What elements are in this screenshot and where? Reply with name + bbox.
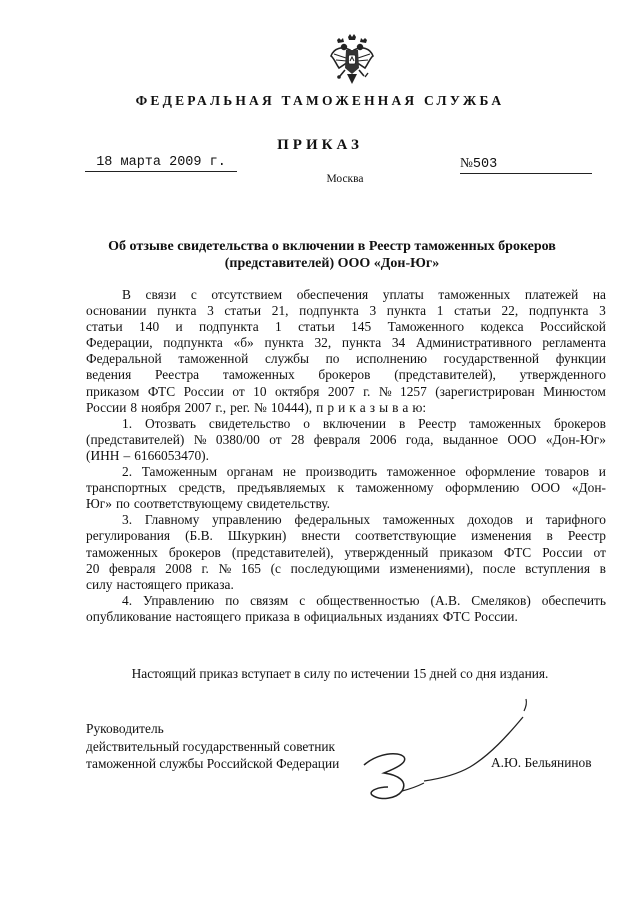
- body-word: 140: [139, 319, 160, 335]
- body-word: и: [525, 512, 533, 528]
- body-word: настоящего: [175, 608, 242, 624]
- body-word: пункта: [264, 335, 304, 351]
- body-word: отсутствием: [211, 287, 283, 302]
- body-word: таможенных: [382, 512, 455, 528]
- body-word: статьи: [224, 303, 262, 319]
- body-word: Смеляков): [471, 592, 531, 608]
- body-word: ю:: [412, 399, 427, 415]
- body-word: а: [402, 399, 409, 415]
- body-word: оформлению: [445, 480, 520, 496]
- body-word: официальных: [303, 608, 383, 624]
- body-word: России: [542, 544, 583, 560]
- body-word: 2007: [327, 383, 355, 399]
- body-word: 3.: [122, 512, 133, 528]
- body-word: (ИНН: [86, 447, 120, 463]
- body-word: г.: [363, 383, 371, 399]
- body-word: 6166053470).: [134, 447, 209, 463]
- body-line: [86, 561, 606, 577]
- body-word: от: [269, 431, 282, 447]
- body-word: России: [86, 399, 127, 415]
- body-word: платежей: [524, 287, 579, 302]
- body-line: [86, 400, 606, 416]
- document-heading: [100, 238, 564, 272]
- body-word: внести: [301, 528, 341, 544]
- body-word: (представителей): [86, 431, 185, 447]
- body-line: [86, 303, 606, 319]
- body-word: №: [378, 383, 392, 399]
- body-word: «Дон-Юг»: [545, 431, 606, 447]
- body-line: [86, 384, 606, 400]
- body-word: Реестра: [155, 367, 200, 383]
- body-word: 32,: [314, 335, 332, 351]
- body-word: утвержденного: [519, 367, 606, 383]
- body-word: Таможенным: [141, 464, 218, 480]
- body-word: Федеральной: [86, 351, 162, 367]
- body-word: приказа.: [185, 576, 234, 592]
- body-word: а: [359, 399, 366, 415]
- body-word: Федерации,: [86, 335, 153, 351]
- body-word: Юг»: [86, 496, 112, 512]
- body-word: ы: [379, 399, 389, 415]
- body-word: 3: [599, 303, 606, 319]
- body-word: (представителей),: [231, 544, 334, 560]
- body-word: 1257: [400, 383, 427, 399]
- body-word: (зарегистрирован: [435, 383, 535, 399]
- body-word: Реестр: [567, 528, 606, 544]
- body-word: Шкуркин): [227, 528, 287, 544]
- body-word: в: [398, 415, 406, 431]
- body-word: общественностью: [316, 592, 420, 608]
- body-word: подпункта: [299, 303, 359, 319]
- body-word: свидетельство: [208, 415, 291, 431]
- body-word: от: [232, 383, 245, 399]
- body-word: таможенному: [355, 480, 434, 496]
- body-word: статьи: [86, 319, 123, 335]
- body-line: [86, 593, 606, 609]
- body-word: октября: [274, 383, 320, 399]
- body-word: таможенных: [222, 367, 295, 383]
- body-word: п: [316, 399, 324, 415]
- body-word: р: [327, 399, 335, 415]
- body-word: по: [325, 351, 340, 367]
- body-word: к: [349, 399, 356, 415]
- body-word: –: [123, 447, 131, 463]
- body-word: февраля: [313, 431, 361, 447]
- body-word: 34: [391, 335, 406, 351]
- body-word: изменения: [471, 528, 532, 544]
- body-word: (Б.В.: [185, 528, 213, 544]
- body-word: производить: [305, 464, 378, 480]
- body-word: в: [546, 528, 553, 544]
- body-word: средств,: [178, 480, 226, 496]
- body-word: подпункта: [528, 303, 589, 319]
- body-word: Реестр: [418, 415, 457, 431]
- body-word: уплаты: [382, 287, 424, 302]
- body-line: [86, 577, 606, 593]
- body-word: функции: [555, 351, 606, 367]
- body-word: №: [254, 399, 267, 415]
- body-word: о: [303, 415, 310, 431]
- body-word: транспортных: [86, 480, 167, 496]
- body-word: 21,: [271, 303, 289, 319]
- body-line: [86, 512, 606, 528]
- body-word: с: [299, 592, 306, 608]
- body-word: брокеров: [168, 544, 221, 560]
- body-word: последующими: [290, 560, 380, 576]
- body-word: ФТС: [147, 383, 176, 399]
- body-word: 22,: [501, 303, 519, 319]
- body-line: [86, 480, 606, 496]
- body-line: [86, 432, 606, 448]
- body-word: В: [122, 287, 131, 302]
- body-word: Административного: [415, 335, 532, 351]
- body-line: [86, 367, 606, 383]
- body-word: доходов: [467, 512, 513, 528]
- body-word: к: [337, 480, 344, 496]
- handwritten-signature: [358, 695, 548, 805]
- order-number: [460, 155, 592, 174]
- body-word: Таможенного: [387, 319, 465, 335]
- body-word: России: [183, 383, 224, 399]
- body-word: статьи: [298, 319, 335, 335]
- body-word: февраля: [109, 560, 156, 576]
- body-word: рег.: [230, 399, 251, 415]
- body-word: федеральных: [294, 512, 371, 528]
- body-word: 4.: [122, 592, 133, 608]
- body-word: 145: [351, 319, 372, 335]
- body-word: от: [593, 544, 606, 560]
- body-word: изменениями),: [389, 560, 474, 576]
- body-word: изданиях: [386, 608, 439, 624]
- body-word: по: [115, 496, 130, 512]
- body-word: приказом: [86, 383, 140, 399]
- body-word: службы: [264, 351, 309, 367]
- number-value: 503: [472, 157, 498, 172]
- body-word: 1: [436, 303, 444, 319]
- position-line: таможенной службы Российской Федерации: [86, 756, 340, 771]
- body-word: управлению: [212, 512, 282, 528]
- body-word: выданное: [442, 431, 499, 447]
- body-word: 2.: [122, 464, 133, 480]
- city: Москва: [326, 173, 364, 185]
- body-word: №: [193, 431, 207, 447]
- body-word: оформление: [465, 464, 536, 480]
- body-word: 0380/00: [215, 431, 260, 447]
- body-line: [86, 609, 606, 625]
- body-word: 1: [275, 319, 282, 335]
- body-line: [86, 319, 606, 335]
- body-line: [86, 448, 606, 464]
- body-word: исполнению: [356, 351, 428, 367]
- body-word: обеспечить: [541, 592, 606, 608]
- body-word: Главному: [144, 512, 200, 528]
- body-word: приказом: [439, 544, 493, 560]
- body-word: 20: [86, 560, 100, 576]
- body-word: №: [218, 560, 232, 576]
- body-word: кодекса: [480, 319, 524, 335]
- heading-line: (представителей) ООО «Дон-Юг»: [224, 256, 440, 271]
- body-word: Управлению: [143, 592, 215, 608]
- body-word: силу: [86, 576, 113, 592]
- body-word: ФТС: [442, 608, 471, 624]
- body-line: [86, 545, 606, 561]
- body-word: ООО: [507, 431, 537, 447]
- body-word: настоящего: [116, 576, 182, 592]
- body-word: в: [392, 399, 399, 415]
- body-word: таможенных: [469, 415, 542, 431]
- body-word: таможенных: [438, 287, 511, 302]
- body-word: ООО: [531, 480, 561, 496]
- coat-of-arms-icon: [330, 34, 374, 86]
- body-word: обеспечения: [296, 287, 369, 302]
- document-body: [86, 287, 606, 625]
- body-word: таможенное: [386, 464, 456, 480]
- body-word: ФТС: [503, 544, 532, 560]
- body-word: «Дон-: [571, 480, 606, 496]
- position-line: действительный государственный советник: [86, 738, 336, 754]
- body-word: Отозвать: [144, 415, 196, 431]
- position-line: Руководитель: [86, 721, 164, 736]
- document-type: ПРИКАЗ: [277, 137, 363, 153]
- body-word: на: [592, 287, 606, 302]
- body-line: [86, 416, 606, 432]
- body-word: государственной: [443, 351, 540, 367]
- body-word: в: [293, 608, 300, 624]
- body-word: «б»: [233, 335, 254, 351]
- body-word: 2007: [184, 399, 212, 415]
- signer-name: А.Ю. Бельянинов: [491, 755, 592, 770]
- body-word: пункта: [341, 335, 382, 351]
- body-word: пункта: [386, 303, 427, 319]
- body-word: включении: [322, 415, 387, 431]
- body-word: г.,: [215, 399, 227, 415]
- body-word: связям: [250, 592, 289, 608]
- body-word: после: [482, 560, 516, 576]
- body-word: подпункта: [163, 335, 223, 351]
- body-word: 2008: [165, 560, 192, 576]
- body-word: ведения: [86, 367, 132, 383]
- body-word: предъявляемых: [237, 480, 326, 496]
- body-word: брокеров: [318, 367, 371, 383]
- body-word: вступления: [525, 560, 590, 576]
- effective-date-statement: Настоящий приказ вступает в силу по истечении 15 дней со дня издания.: [131, 666, 549, 681]
- body-line: [86, 464, 606, 480]
- body-word: по: [225, 592, 240, 608]
- body-word: года,: [405, 431, 434, 447]
- body-word: (с: [270, 560, 281, 576]
- body-word: 3: [207, 303, 214, 319]
- body-line: [86, 351, 606, 367]
- body-word: Российской: [539, 319, 606, 335]
- body-word: подпункта: [199, 319, 259, 335]
- body-word: 165: [240, 560, 261, 576]
- body-word: основании: [86, 303, 147, 319]
- body-word: 28: [290, 431, 305, 447]
- body-word: утвержденный: [344, 544, 429, 560]
- body-word: регулирования: [86, 528, 171, 544]
- body-word: 10: [253, 383, 267, 399]
- body-word: России.: [474, 608, 518, 624]
- body-word: г.: [201, 560, 209, 576]
- body-word: таможенных: [86, 544, 158, 560]
- body-word: свидетельству.: [246, 496, 331, 512]
- body-word: с: [190, 287, 197, 302]
- body-line: [86, 287, 606, 303]
- body-word: Минюстом: [543, 383, 606, 399]
- body-word: 10444),: [270, 399, 313, 415]
- body-word: опубликование: [86, 608, 172, 624]
- body-word: ноября: [141, 399, 181, 415]
- body-word: 2006: [369, 431, 397, 447]
- body-word: брокеров: [553, 415, 606, 431]
- heading-line: Об отзыве свидетельства о включении в Реестр таможенных брокеров: [108, 239, 556, 254]
- order-date: 18 марта 2009 г.: [85, 155, 237, 172]
- agency-name: ФЕДЕРАЛЬНАЯ ТАМОЖЕННАЯ СЛУЖБА: [135, 93, 505, 108]
- body-word: регламента: [542, 335, 606, 351]
- body-word: пункта: [157, 303, 197, 319]
- body-word: не: [282, 464, 296, 480]
- body-word: приказа: [245, 608, 290, 624]
- body-line: [86, 496, 606, 512]
- body-word: 1.: [122, 415, 133, 431]
- body-word: органам: [226, 464, 274, 480]
- body-word: соответствующему: [133, 496, 243, 512]
- body-line: [86, 528, 606, 544]
- body-word: в: [599, 560, 606, 576]
- body-word: (представителей),: [394, 367, 496, 383]
- body-line: [86, 335, 606, 351]
- body-word: статьи: [454, 303, 491, 319]
- body-word: и: [338, 399, 346, 415]
- body-word: (А.В.: [430, 592, 461, 608]
- body-word: тарифного: [545, 512, 606, 528]
- body-word: товаров: [544, 464, 590, 480]
- body-word: связи: [145, 287, 177, 302]
- body-word: 3: [369, 303, 377, 319]
- body-word: и: [598, 464, 606, 480]
- body-word: таможенной: [178, 351, 249, 367]
- body-word: и: [175, 319, 183, 335]
- body-word: з: [369, 399, 376, 415]
- body-word: 8: [130, 399, 138, 415]
- body-word: соответствующие: [355, 528, 457, 544]
- signature-position: [86, 720, 339, 773]
- number-sign: №: [460, 155, 473, 170]
